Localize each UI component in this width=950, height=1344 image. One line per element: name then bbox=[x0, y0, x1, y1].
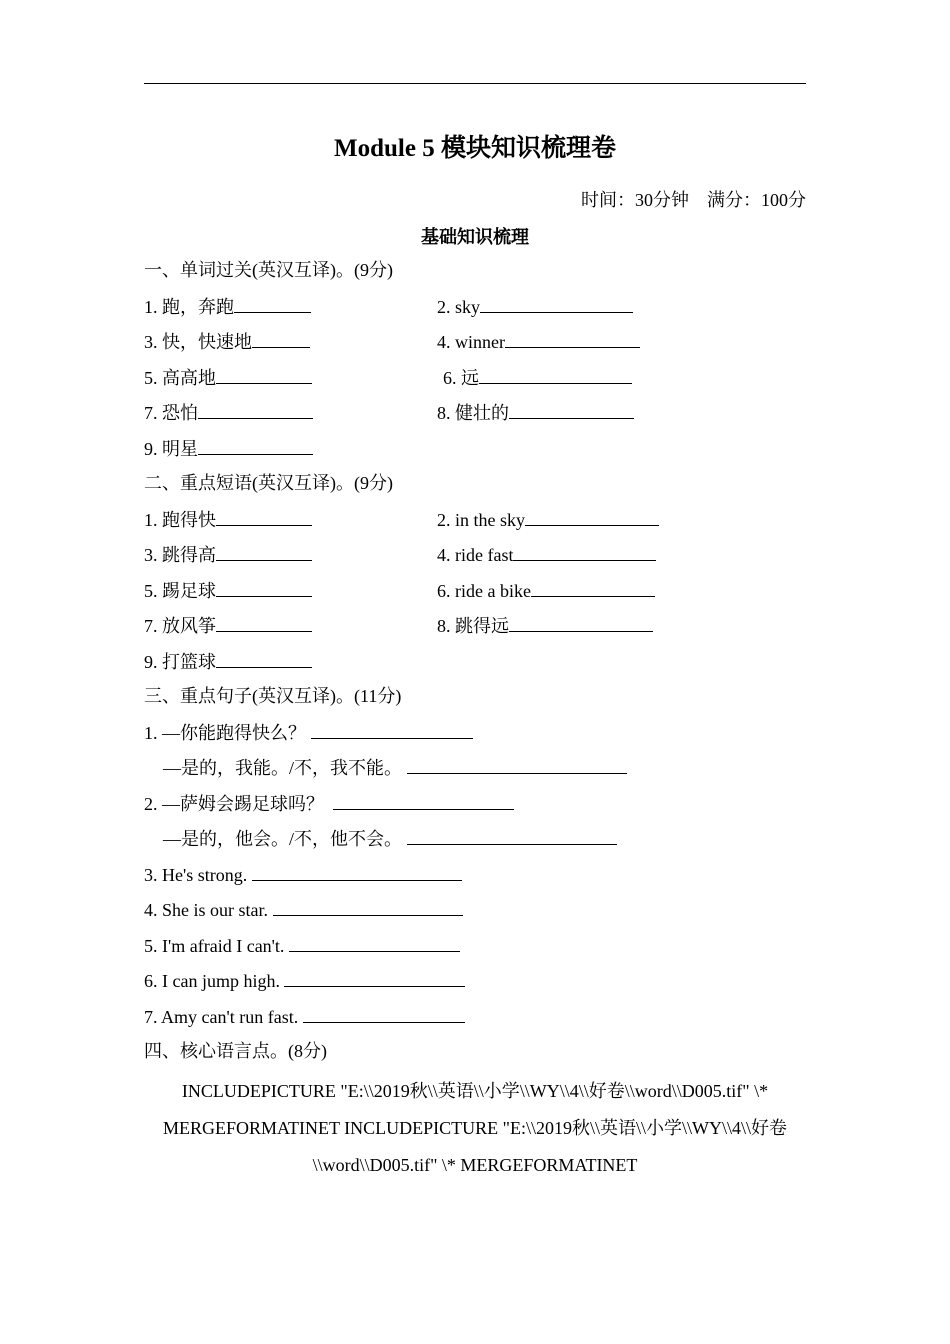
header-rule bbox=[144, 83, 806, 84]
s1-item-5: 5. 高高地 bbox=[144, 365, 312, 390]
s3-item-6: 6. I can jump high. bbox=[144, 968, 465, 993]
s1-item-1: 1. 跑，奔跑 bbox=[144, 294, 311, 319]
s1-item-6: 6. 远 bbox=[443, 365, 632, 390]
s3-item-5: 5. I'm afraid I can't. bbox=[144, 933, 460, 958]
s2-item-4: 4. ride fast bbox=[437, 542, 656, 567]
s1-item-8: 8. 健壮的 bbox=[437, 400, 634, 425]
s2-item-5: 5. 踢足球 bbox=[144, 578, 312, 603]
s2-item-6: 6. ride a bike bbox=[437, 578, 655, 603]
s3-item-4: 4. She is our star. bbox=[144, 897, 463, 922]
section-subtitle: 基础知识梳理 bbox=[421, 227, 529, 247]
s1-item-3: 3. 快，快速地 bbox=[144, 329, 310, 354]
time-info: 时间：30分钟 满分：100分 bbox=[581, 190, 806, 210]
s2-item-1: 1. 跑得快 bbox=[144, 507, 312, 532]
s3-item-7: 7. Amy can't run fast. bbox=[144, 1004, 465, 1029]
s2-item-8: 8. 跳得远 bbox=[437, 613, 653, 638]
s2-item-2: 2. in the sky bbox=[437, 507, 659, 532]
section3-heading: 三、重点句子(英汉互译)。(11分) bbox=[144, 686, 402, 706]
s1-item-9: 9. 明星 bbox=[144, 436, 313, 461]
s3-item-1-answer: —是的，我能。/不，我不能。 bbox=[163, 755, 627, 780]
section2-heading: 二、重点短语(英汉互译)。(9分) bbox=[144, 473, 393, 493]
includepicture-field-text: INCLUDEPICTURE "E:\\2019秋\\英语\\小学\\WY\\4\\好卷\\word\\D005.tif" \* MERGEFORMATINET INCLUDEPICTURE "E:\\2019秋\\英语\\小学\\WY\\4\\好卷\\word\\D005.tif" \* MERGEFORMATINET bbox=[162, 1081, 787, 1175]
s3-item-2: 2. —萨姆会踢足球吗？ bbox=[144, 791, 514, 816]
s2-item-7: 7. 放风筝 bbox=[144, 613, 312, 638]
section4-heading: 四、核心语言点。(8分) bbox=[144, 1041, 327, 1061]
page-title: Module 5 模块知识梳理卷 bbox=[334, 135, 616, 162]
section1-heading: 一、单词过关(英汉互译)。(9分) bbox=[144, 260, 393, 280]
s1-item-4: 4. winner bbox=[437, 329, 640, 354]
s3-item-2-answer: —是的，他会。/不，他不会。 bbox=[163, 826, 617, 851]
s1-item-2: 2. sky bbox=[437, 294, 633, 319]
s3-item-3: 3. He's strong. bbox=[144, 862, 462, 887]
s2-item-3: 3. 跳得高 bbox=[144, 542, 312, 567]
s2-item-9: 9. 打篮球 bbox=[144, 649, 312, 674]
s3-item-1: 1. —你能跑得快么？ bbox=[144, 720, 473, 745]
s1-item-7: 7. 恐怕 bbox=[144, 400, 313, 425]
